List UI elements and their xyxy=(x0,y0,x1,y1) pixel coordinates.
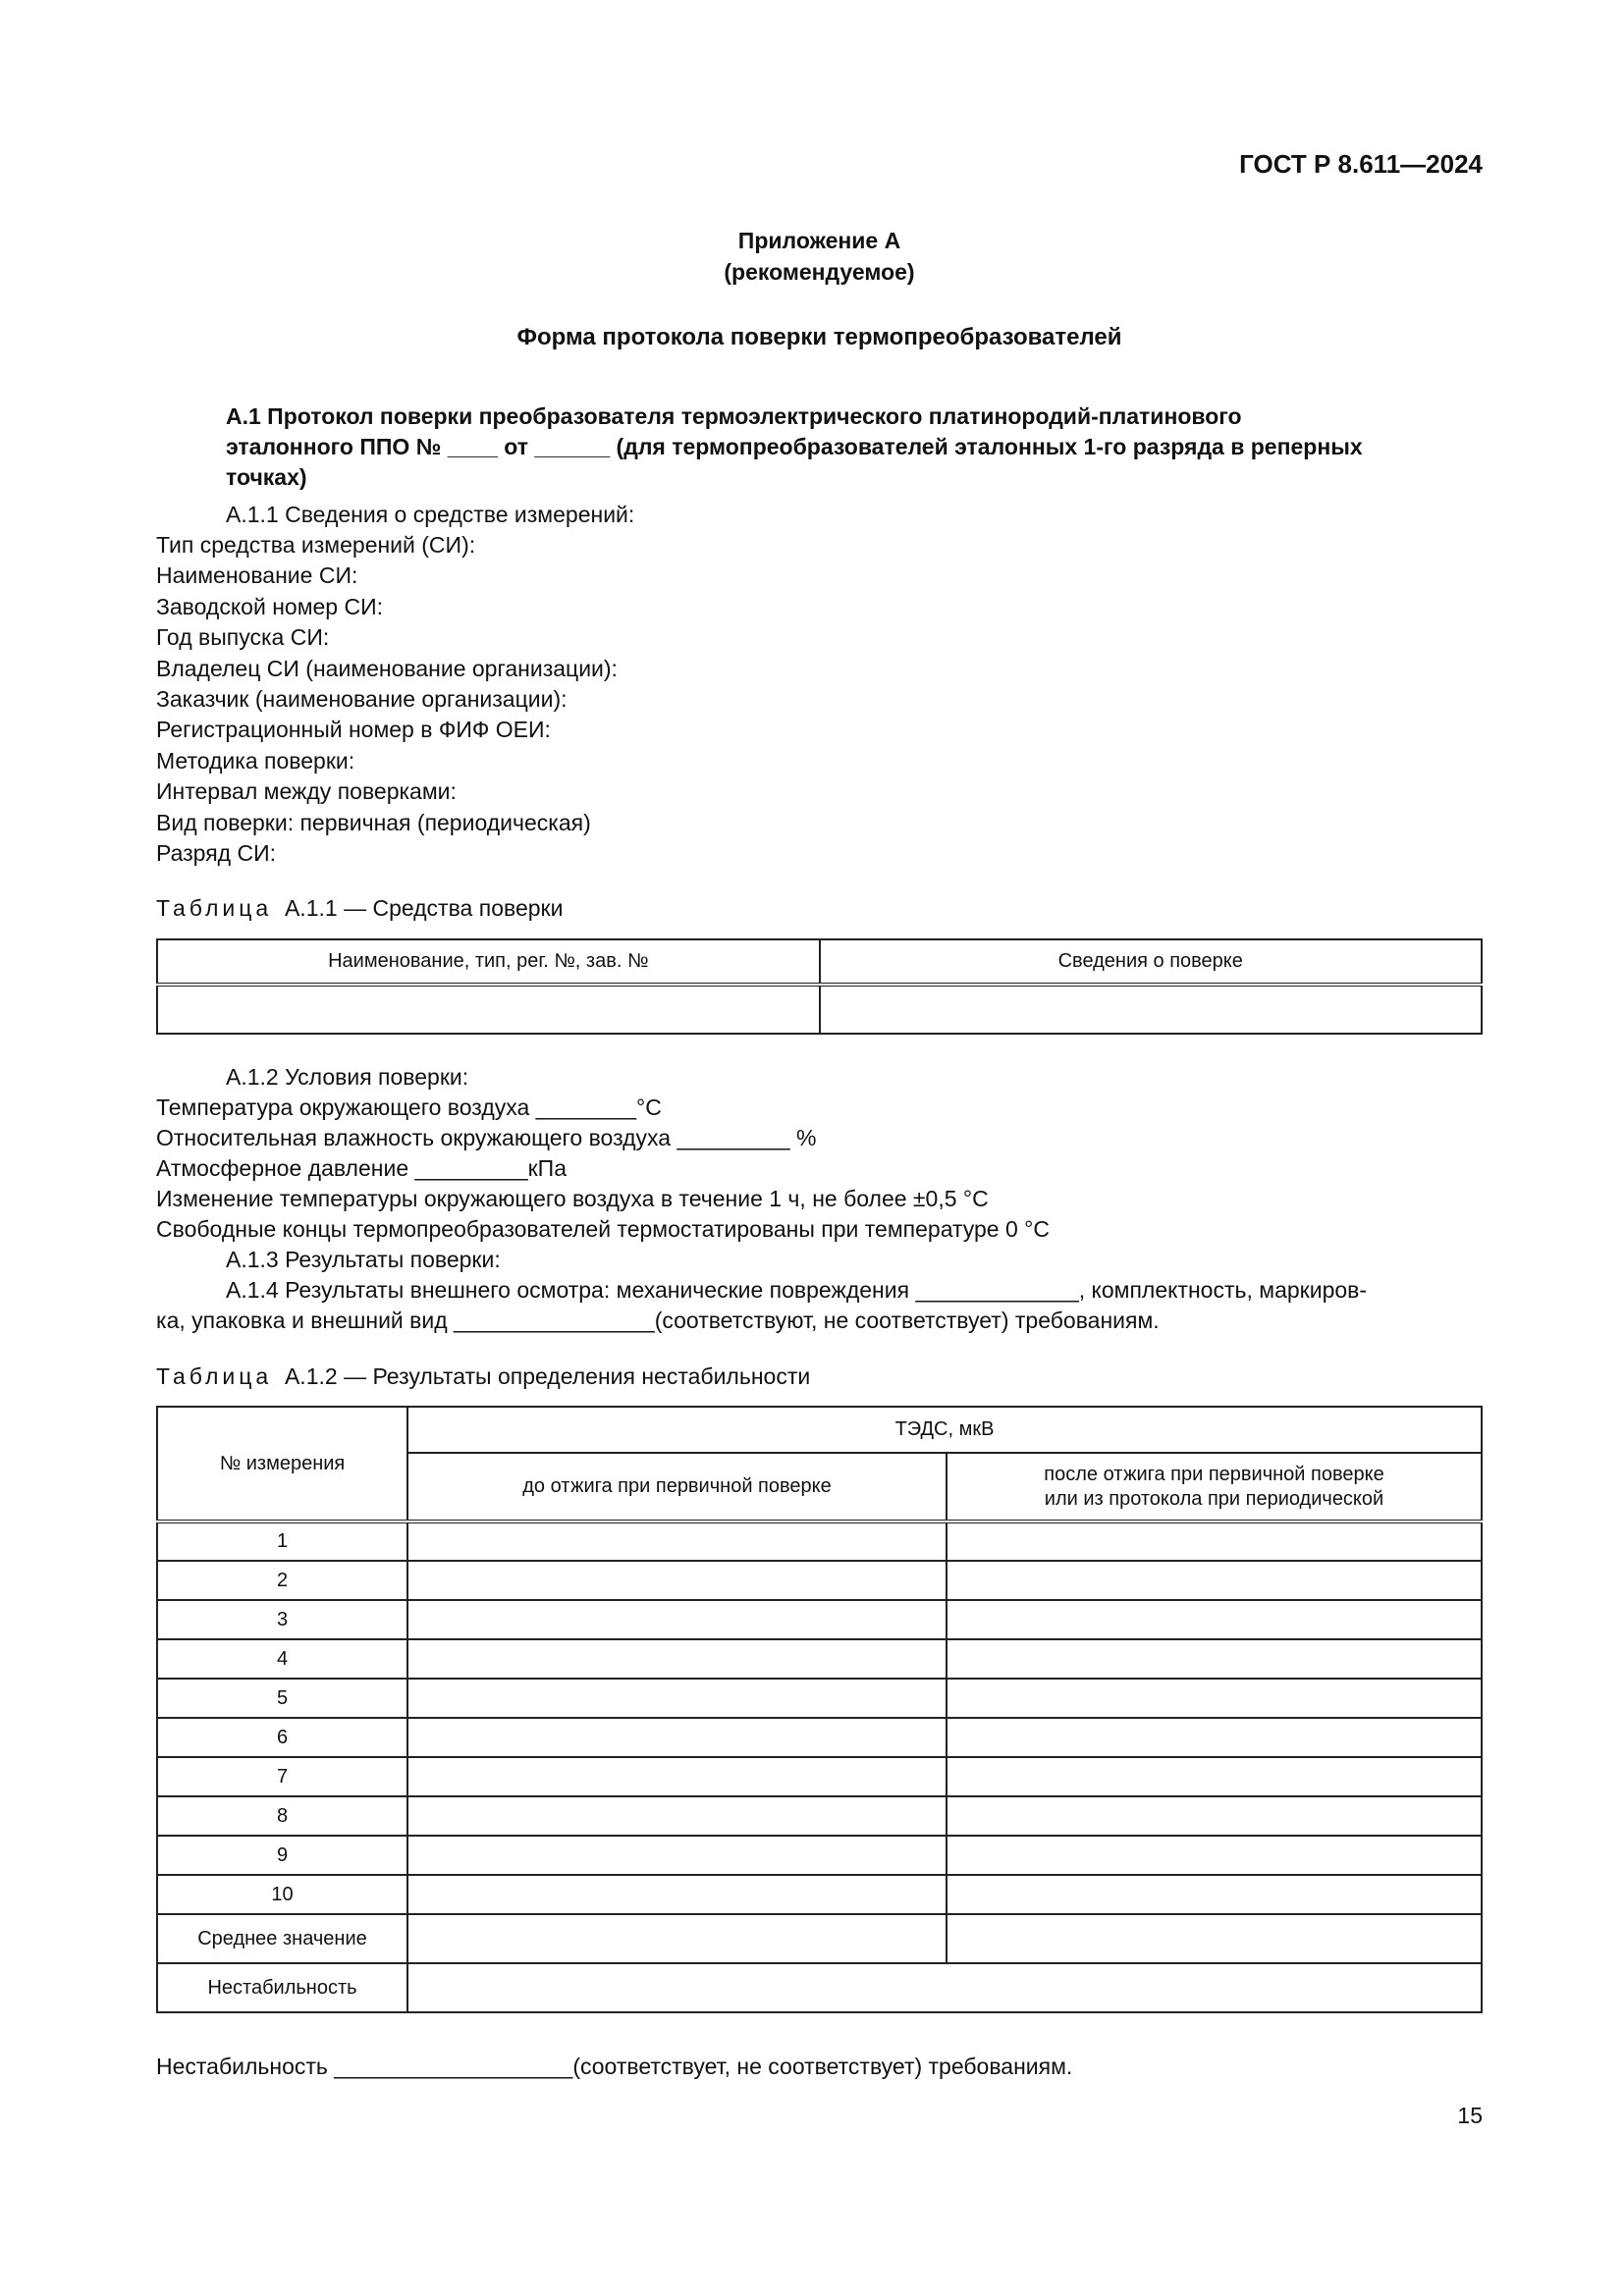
table-instability xyxy=(156,1406,1483,2013)
table-verification-means xyxy=(156,938,1483,1035)
list-item: Год выпуска СИ: xyxy=(156,624,330,651)
list-item: Вид поверки: первичная (периодическая) xyxy=(156,809,591,835)
table2-header-after-line2: или из протокола при периодической xyxy=(1044,1487,1384,1510)
a12-temperature: Температура окружающего воздуха ________°С xyxy=(156,1095,662,1120)
table-cell-empty xyxy=(947,1757,1482,1796)
table-cell-empty xyxy=(947,1679,1482,1718)
list-item: Интервал между поверками: xyxy=(156,778,457,805)
page-number: 15 xyxy=(1457,2103,1483,2128)
document-code: ГОСТ Р 8.611—2024 xyxy=(1239,149,1483,179)
table-cell-empty xyxy=(407,1963,1482,2012)
table2-header-after-line1: после отжига при первичной поверке xyxy=(1044,1463,1384,1485)
table2-caption-word: Таблица xyxy=(156,1363,273,1389)
table-cell-empty xyxy=(407,1875,947,1914)
a12-pressure: Атмосферное давление _________кПа xyxy=(156,1155,568,1181)
list-item: Заводской номер СИ: xyxy=(156,593,384,619)
list-item: Владелец СИ (наименование организации): xyxy=(156,655,618,681)
table1-header-name: Наименование, тип, рег. №, зав. № xyxy=(157,939,820,985)
appendix-heading: Форма протокола поверки термопреобразователей xyxy=(516,324,1122,350)
list-item: Наименование СИ: xyxy=(156,562,358,589)
a12-humidity: Относительная влажность окружающего воздуха _________ % xyxy=(156,1125,817,1150)
a12-title: А.1.2 Условия поверки: xyxy=(226,1064,469,1090)
table-cell-empty xyxy=(407,1639,947,1679)
table-cell-empty xyxy=(947,1875,1482,1914)
table-cell-empty xyxy=(407,1561,947,1600)
table1-caption-word: Таблица xyxy=(156,895,273,921)
table-cell-empty xyxy=(407,1757,947,1796)
table-row-num: 4 xyxy=(157,1639,407,1679)
table-row-instability-label: Нестабильность xyxy=(157,1963,407,2012)
si-info-list xyxy=(156,530,618,869)
table-cell-empty xyxy=(947,1600,1482,1639)
table-row-num: 7 xyxy=(157,1757,407,1796)
table-row-mean-label: Среднее значение xyxy=(157,1914,407,1963)
table-cell-empty xyxy=(947,1836,1482,1875)
table-row-num: 5 xyxy=(157,1679,407,1718)
table1-caption-rest: А.1.1 — Средства поверки xyxy=(284,895,564,921)
table-cell-empty xyxy=(407,1796,947,1836)
section-a1-line3: точках) xyxy=(226,464,307,490)
table-row-num: 8 xyxy=(157,1796,407,1836)
table-cell-empty xyxy=(947,1718,1482,1757)
table-cell-empty xyxy=(407,1600,947,1639)
table2-header-after xyxy=(947,1453,1482,1522)
list-item: Заказчик (наименование организации): xyxy=(156,685,568,712)
table-cell-empty xyxy=(947,1914,1482,1963)
list-item: Регистрационный номер в ФИФ ОЕИ: xyxy=(156,717,551,743)
table-cell-empty xyxy=(407,1522,947,1561)
list-item: Тип средства измерений (СИ): xyxy=(156,532,476,558)
table-cell-empty xyxy=(407,1836,947,1875)
table-row-num: 9 xyxy=(157,1836,407,1875)
table1-cell-empty xyxy=(157,985,820,1034)
a11-title: А.1.1 Сведения о средстве измерений: xyxy=(226,502,635,527)
appendix-subtitle: (рекомендуемое) xyxy=(724,259,915,285)
table-cell-empty xyxy=(947,1561,1482,1600)
a14-line1: А.1.4 Результаты внешнего осмотра: механические повреждения _____________, комплектность, маркиров- xyxy=(226,1277,1368,1303)
table-row-num: 10 xyxy=(157,1875,407,1914)
section-a1-line2: эталонного ППО № ____ от ______ (для термопреобразователей эталонных 1-го разряда в реперных xyxy=(226,434,1363,459)
table-cell-empty xyxy=(407,1679,947,1718)
list-item: Методика поверки: xyxy=(156,747,355,774)
table-row-num: 2 xyxy=(157,1561,407,1600)
table1-caption xyxy=(156,893,563,924)
a14-line2: ка, упаковка и внешний вид ________________(соответствуют, не соответствует) требованиям. xyxy=(156,1308,1160,1333)
table-cell-empty xyxy=(947,1639,1482,1679)
table2-caption xyxy=(156,1362,810,1392)
table-row-num: 6 xyxy=(157,1718,407,1757)
appendix-title: Приложение А xyxy=(737,228,901,253)
table-cell-empty xyxy=(407,1914,947,1963)
table-cell-empty xyxy=(947,1796,1482,1836)
a13-title: А.1.3 Результаты поверки: xyxy=(226,1247,501,1272)
a12-free-ends: Свободные концы термопреобразователей термостатированы при температуре 0 °С xyxy=(156,1216,1050,1242)
table2-caption-rest: А.1.2 — Результаты определения нестабильности xyxy=(284,1363,811,1389)
list-item: Разряд СИ: xyxy=(156,839,276,866)
table2-header-num: № измерения xyxy=(157,1407,407,1522)
table-cell-empty xyxy=(407,1718,947,1757)
table2-header-before: до отжига при первичной поверке xyxy=(407,1453,947,1522)
table2-header-group: ТЭДС, мкВ xyxy=(407,1407,1482,1453)
table1-header-info: Сведения о поверке xyxy=(820,939,1483,985)
instability-conclusion: Нестабильность ___________________(соответствует, не соответствует) требованиям. xyxy=(156,2054,1073,2079)
section-a1-line1: А.1 Протокол поверки преобразователя термоэлектрического платинородий-платинового xyxy=(226,403,1242,429)
table-row-num: 1 xyxy=(157,1522,407,1561)
table1-cell-empty xyxy=(820,985,1483,1034)
table-row-num: 3 xyxy=(157,1600,407,1639)
table-cell-empty xyxy=(947,1522,1482,1561)
a12-temp-change: Изменение температуры окружающего воздуха в течение 1 ч, не более ±0,5 °С xyxy=(156,1186,989,1211)
